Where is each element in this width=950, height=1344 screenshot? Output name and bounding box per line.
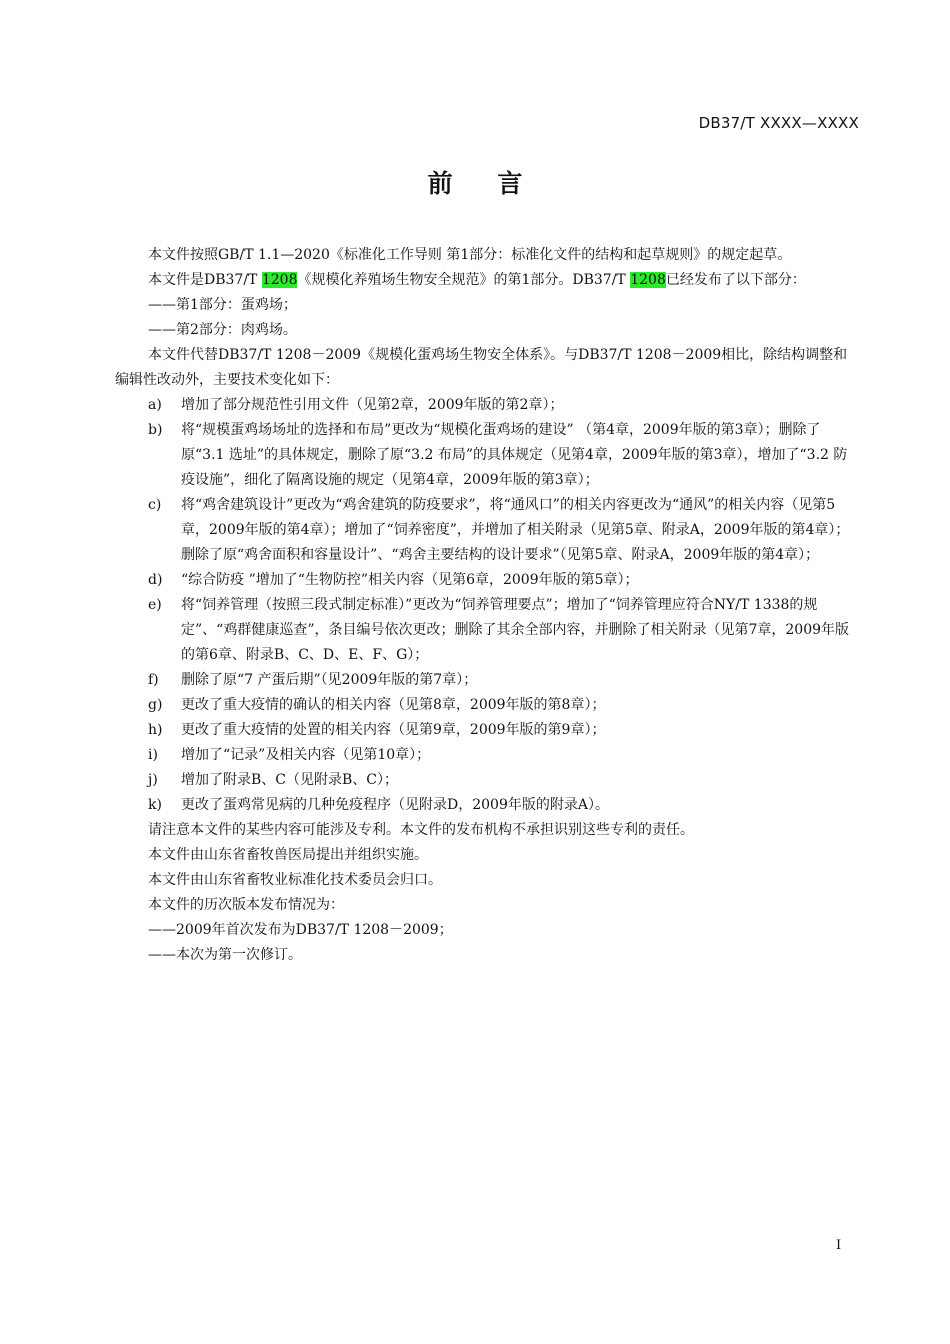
drafting-rule-paragraph: 本文件按照GB/T 1.1—2020《标准化工作导则 第1部分：标准化文件的结构和起草规则》的规定起草。 [148,247,792,263]
list-item [115,768,860,793]
document-body [115,243,860,968]
text-segment: 《规模化养殖场生物安全规范》的第1部分。DB37/T [297,272,631,288]
patent-notice: 请注意本文件的某些内容可能涉及专利。本文件的发布机构不承担识别这些专利的责任。 [148,822,694,838]
list-item-text: 将“鸡舍建筑设计”更改为“鸡舍建筑的防疫要求”，将“通风口”的相关内容更改为“通风”的相关内容（见第5章，2009年版的第4章）；增加了“饲养密度”，并增加了相关附录（见第5章、附录A，2009年版的第4章）；删除了原“鸡舍面积和容量设计”、“鸡舍主要结构的设计要求”（见第5章、附录A，2009年版的第4章）； [181,497,850,563]
list-item-label: a) [148,397,162,413]
text-segment: 已经发布了以下部分： [665,272,806,288]
history-item: ——本次为第一次修订。 [148,947,302,963]
list-item-text: 增加了附录B、C（见附录B、C）； [181,772,398,788]
list-item [115,568,860,593]
history-item: ——2009年首次发布为DB37/T 1208－2009； [148,922,453,938]
list-item-label: i) [148,747,158,763]
list-item-text: 将“饲养管理（按照三段式制定标准）”更改为“饲养管理要点”；增加了“饲养管理应符合NY/T 1338的规定”、“鸡群健康巡查”，条目编号依次更改；删除了其余全部内容，并删除了相关附录（见第7章，2009年版的第6章、附录B、C、D、E、F、G）； [181,597,850,663]
history-intro: 本文件的历次版本发布情况为： [148,897,344,913]
part-list-item: ——第1部分：蛋鸡场； [148,297,297,313]
list-item [115,718,860,743]
list-item-label: e) [148,597,162,613]
list-item-label: f) [148,672,159,688]
list-item-label: j) [148,772,158,788]
list-item-label: c) [148,497,162,513]
list-item-label: g) [148,697,163,713]
part-info-paragraph [115,268,860,293]
part-list-item: ——第2部分：肉鸡场。 [148,322,297,338]
committee-statement: 本文件由山东省畜牧业标准化技术委员会归口。 [148,872,442,888]
list-item-text: 删除了原“7 产蛋后期”（见2009年版的第7章）； [181,672,478,688]
list-item [115,493,860,568]
list-item-text: “综合防疫 ”增加了“生物防控”相关内容（见第6章，2009年版的第5章）； [181,572,639,588]
proposer-statement: 本文件由山东省畜牧兽医局提出并组织实施。 [148,847,428,863]
list-item-text: 更改了蛋鸡常见病的几种免疫程序（见附录D，2009年版的附录A）。 [181,797,609,813]
highlighted-standard-number: 1208 [630,272,666,288]
list-item [115,743,860,768]
highlighted-standard-number: 1208 [261,272,298,288]
list-item [115,693,860,718]
document-code: DB37/T XXXX—XXXX [698,114,859,132]
list-item-label: b) [148,422,163,438]
changes-list [115,393,860,818]
list-item [115,393,860,418]
replacement-paragraph: 本文件代替DB37/T 1208－2009《规模化蛋鸡场生物安全体系》。与DB37/T 1208－2009相比，除结构调整和编辑性改动外，主要技术变化如下： [115,347,848,388]
list-item-text: 更改了重大疫情的确认的相关内容（见第8章，2009年版的第8章）； [181,697,606,713]
list-item [115,668,860,693]
page-title: 前 言 [427,169,541,198]
list-item-label: k) [148,797,162,813]
list-item-label: h) [148,722,163,738]
list-item [115,593,860,668]
list-item-text: 更改了重大疫情的处置的相关内容（见第9章，2009年版的第9章）； [181,722,606,738]
list-item-label: d) [148,572,163,588]
page-number: I [836,1238,842,1253]
text-segment: 本文件是DB37/T [148,272,262,288]
list-item [115,793,860,818]
list-item [115,418,860,493]
list-item-text: 增加了“记录”及相关内容（见第10章）； [181,747,431,763]
list-item-text: 将“规模蛋鸡场场址的选择和布局”更改为“规模化蛋鸡场的建设” （第4章，2009年版的第3章）；删除了原“3.1 选址”的具体规定，删除了原“3.2 布局”的具体规定（见第4章，2009年版的第3章），增加了“3.2 防疫设施”，细化了隔离设施的规定（见第4章，2009年版的第3章）； [181,422,848,488]
list-item-text: 增加了部分规范性引用文件（见第2章，2009年版的第2章）； [181,397,564,413]
